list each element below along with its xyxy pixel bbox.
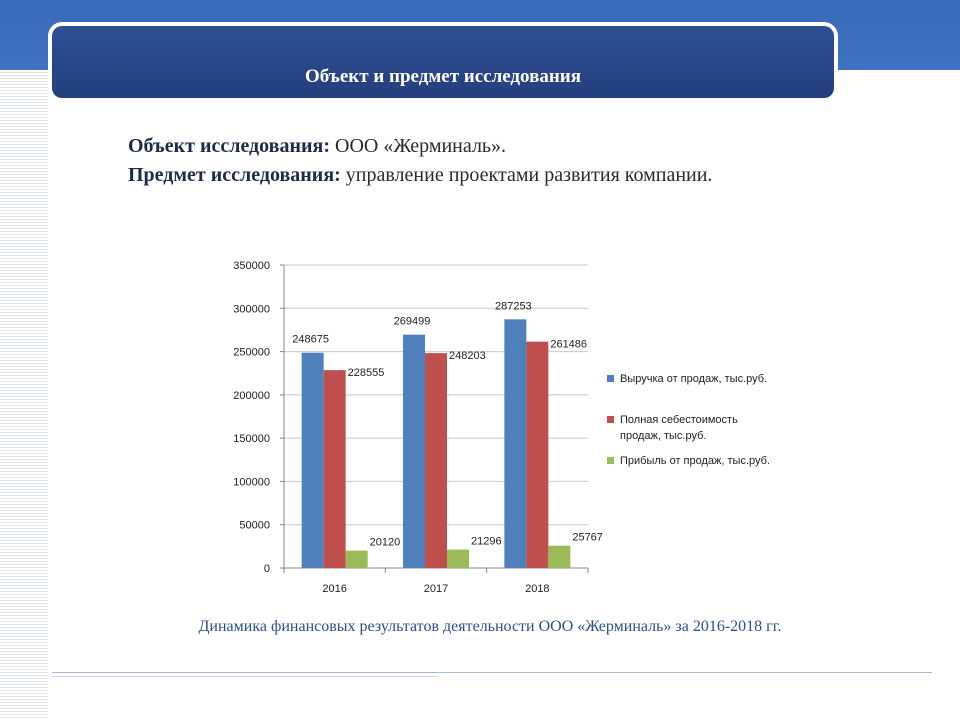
y-tick-label: 200000 [233, 389, 270, 402]
bar-3-2018 [548, 546, 570, 568]
bar-1-2017 [403, 335, 425, 568]
financial-results-chart [222, 252, 822, 602]
object-value: ООО «Жерминаль». [335, 135, 507, 157]
data-label: 21296 [471, 535, 502, 548]
bar-3-2017 [447, 550, 469, 568]
legend-label: продаж, тыс.руб. [620, 430, 707, 442]
x-tick-label: 2016 [322, 583, 347, 595]
data-label: 261486 [550, 338, 588, 351]
slide-title: Объект и предмет исследования [304, 66, 582, 87]
data-label: 20120 [369, 536, 401, 549]
x-tick-label: 2018 [525, 583, 550, 595]
object-label: Объект исследования: [128, 135, 331, 157]
y-tick-label: 100000 [233, 476, 270, 489]
bar-2-2018 [526, 342, 548, 568]
legend-label: Полная себестоимость [620, 414, 738, 426]
y-tick-label: 0 [263, 563, 270, 575]
y-tick-label: 350000 [233, 260, 270, 272]
bar-1-2016 [302, 353, 324, 568]
text-block [128, 132, 888, 190]
legend-label: Выручка от продаж, тыс.руб. [620, 373, 768, 385]
subject-line [128, 161, 888, 190]
footer-divider [52, 672, 932, 673]
y-tick-label: 300000 [233, 303, 270, 316]
legend-swatch [607, 375, 614, 382]
x-tick-label: 2017 [423, 583, 449, 595]
y-tick-label: 50000 [239, 519, 270, 532]
data-label: 248675 [292, 333, 330, 346]
y-tick-label: 150000 [233, 433, 270, 446]
legend-label: Прибыль от продаж, тыс.руб. [620, 455, 770, 467]
bar-3-2016 [346, 551, 368, 568]
bar-1-2018 [504, 319, 526, 568]
legend-swatch [607, 457, 614, 464]
data-label: 269499 [393, 315, 431, 328]
title-bar [52, 26, 834, 98]
data-label: 25767 [572, 531, 603, 544]
subject-value: управление проектами развития компании. [345, 164, 713, 186]
legend-swatch [607, 416, 614, 423]
y-tick-label: 250000 [233, 346, 270, 359]
data-label: 287253 [494, 300, 532, 313]
bar-2-2016 [324, 370, 346, 568]
data-label: 248203 [449, 350, 486, 363]
data-label: 228555 [347, 367, 385, 380]
bar-2-2017 [425, 353, 447, 568]
chart-caption: Динамика финансовых результатов деятельности ООО «Жерминаль» за 2016-2018 гг. [198, 618, 782, 635]
object-line [128, 132, 888, 161]
footer-divider-short [52, 676, 438, 677]
subject-label: Предмет исследования: [128, 164, 341, 186]
